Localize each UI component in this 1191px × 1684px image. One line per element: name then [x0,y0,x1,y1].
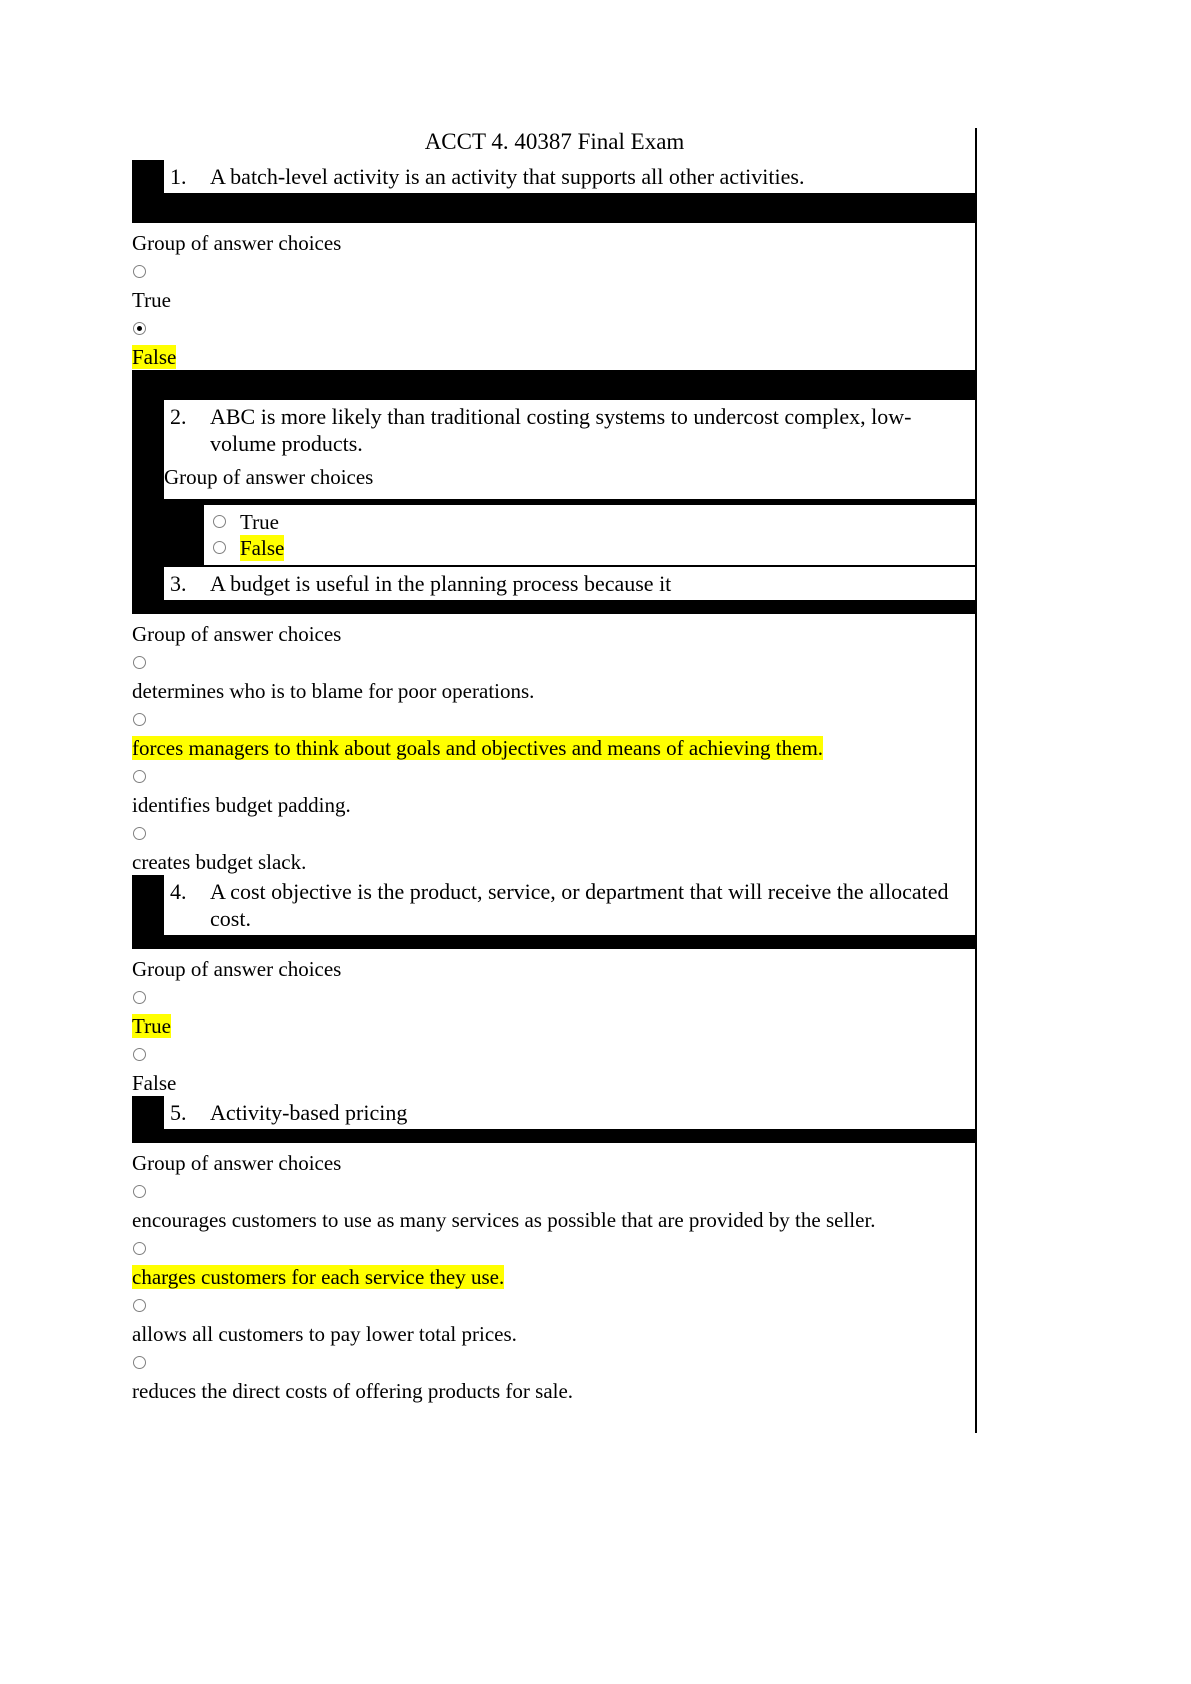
radio-icon[interactable] [133,713,146,726]
question-2-choice-1-label: False [240,536,285,560]
question-1-choice-0-radio-row[interactable] [132,256,977,285]
question-4-choice-0-radio-row[interactable] [132,982,977,1011]
question-5-choice-2-radio-row[interactable] [132,1290,977,1319]
question-1-group-label: Group of answer choices [132,231,342,255]
question-3-choice-1-radio-row[interactable] [132,704,977,733]
question-2-group-label: Group of answer choices [164,465,374,489]
question-block-5 [132,1096,977,1404]
question-3-text: A budget is useful in the planning process because it [210,571,672,596]
question-2-choice-0[interactable] [204,509,977,535]
question-2-bar [132,400,977,499]
redaction-bar [132,1129,977,1143]
question-5-choice-0-radio-row[interactable] [132,1176,977,1205]
question-3-number: 3. [170,571,187,596]
question-5-text: Activity-based pricing [210,1100,408,1125]
question-4-choice-1-radio-row[interactable] [132,1039,977,1068]
question-5-choice-0-label: encourages customers to use as many services as possible that are provided by the seller. [132,1208,876,1232]
question-5-group-label: Group of answer choices [132,1151,342,1175]
radio-icon[interactable] [133,770,146,783]
question-5-choice-1-radio-row[interactable] [132,1233,977,1262]
radio-icon-selected[interactable] [133,322,146,335]
page-title: ACCT 4. 40387 Final Exam [424,129,685,154]
question-block-1 [132,160,977,370]
radio-icon[interactable] [133,991,146,1004]
question-4-choice-1-label: False [132,1071,177,1095]
question-block-3 [132,567,977,875]
question-4-number: 4. [170,879,187,904]
redaction-bar [132,935,977,949]
radio-icon[interactable] [133,1048,146,1061]
question-1-choice-1-label: False [132,345,177,369]
question-4-group-label: Group of answer choices [132,957,342,981]
question-4-text: A cost objective is the product, service, or department that will receive the allocated cost. [210,879,949,931]
question-5-choice-3-radio-row[interactable] [132,1347,977,1376]
radio-icon[interactable] [133,1242,146,1255]
question-1-number: 1. [170,164,187,189]
question-5-choice-2-label: allows all customers to pay lower total prices. [132,1322,517,1346]
page-right-rule [975,128,977,1433]
question-block-4 [132,875,977,1096]
radio-icon[interactable] [133,265,146,278]
radio-icon[interactable] [133,827,146,840]
question-3-choice-0-label: determines who is to blame for poor operations. [132,679,535,703]
question-3-choice-1-label: forces managers to think about goals and objectives and means of achieving them. [132,736,824,760]
question-3-choice-2-radio-row[interactable] [132,761,977,790]
question-2-choice-1[interactable] [204,535,977,561]
question-2-number: 2. [170,404,187,429]
question-3-choice-0-radio-row[interactable] [132,647,977,676]
question-5-choice-1-label: charges customers for each service they use. [132,1265,505,1289]
exam-document [132,128,977,1404]
radio-icon[interactable] [133,1299,146,1312]
question-3-choice-2-label: identifies budget padding. [132,793,351,817]
question-5-bar [132,1096,977,1129]
question-2-text: ABC is more likely than traditional costing systems to undercost complex, low-volume products. [210,404,912,456]
question-3-bar [132,567,977,600]
question-4-bar [132,875,977,935]
redaction-bar [132,600,977,614]
question-5-choice-3-label: reduces the direct costs of offering products for sale. [132,1379,574,1403]
redaction-bar [132,370,977,400]
radio-icon[interactable] [133,656,146,669]
question-4-choice-0-label: True [132,1014,171,1038]
radio-icon[interactable] [213,515,226,528]
question-3-choice-3-radio-row[interactable] [132,818,977,847]
radio-icon[interactable] [133,1356,146,1369]
question-1-bar [132,160,977,193]
radio-icon[interactable] [133,1185,146,1198]
redaction-bar [132,193,977,223]
question-1-choice-1-radio-row[interactable] [132,313,977,342]
question-2-choice-0-label: True [240,510,279,534]
radio-icon[interactable] [213,541,226,554]
question-2-choices [132,499,977,567]
question-3-group-label: Group of answer choices [132,622,342,646]
question-5-number: 5. [170,1100,187,1125]
question-3-choice-3-label: creates budget slack. [132,850,307,874]
question-1-text: A batch-level activity is an activity that supports all other activities. [210,164,805,189]
question-1-choice-0-label: True [132,288,171,312]
question-block-2 [132,400,977,567]
